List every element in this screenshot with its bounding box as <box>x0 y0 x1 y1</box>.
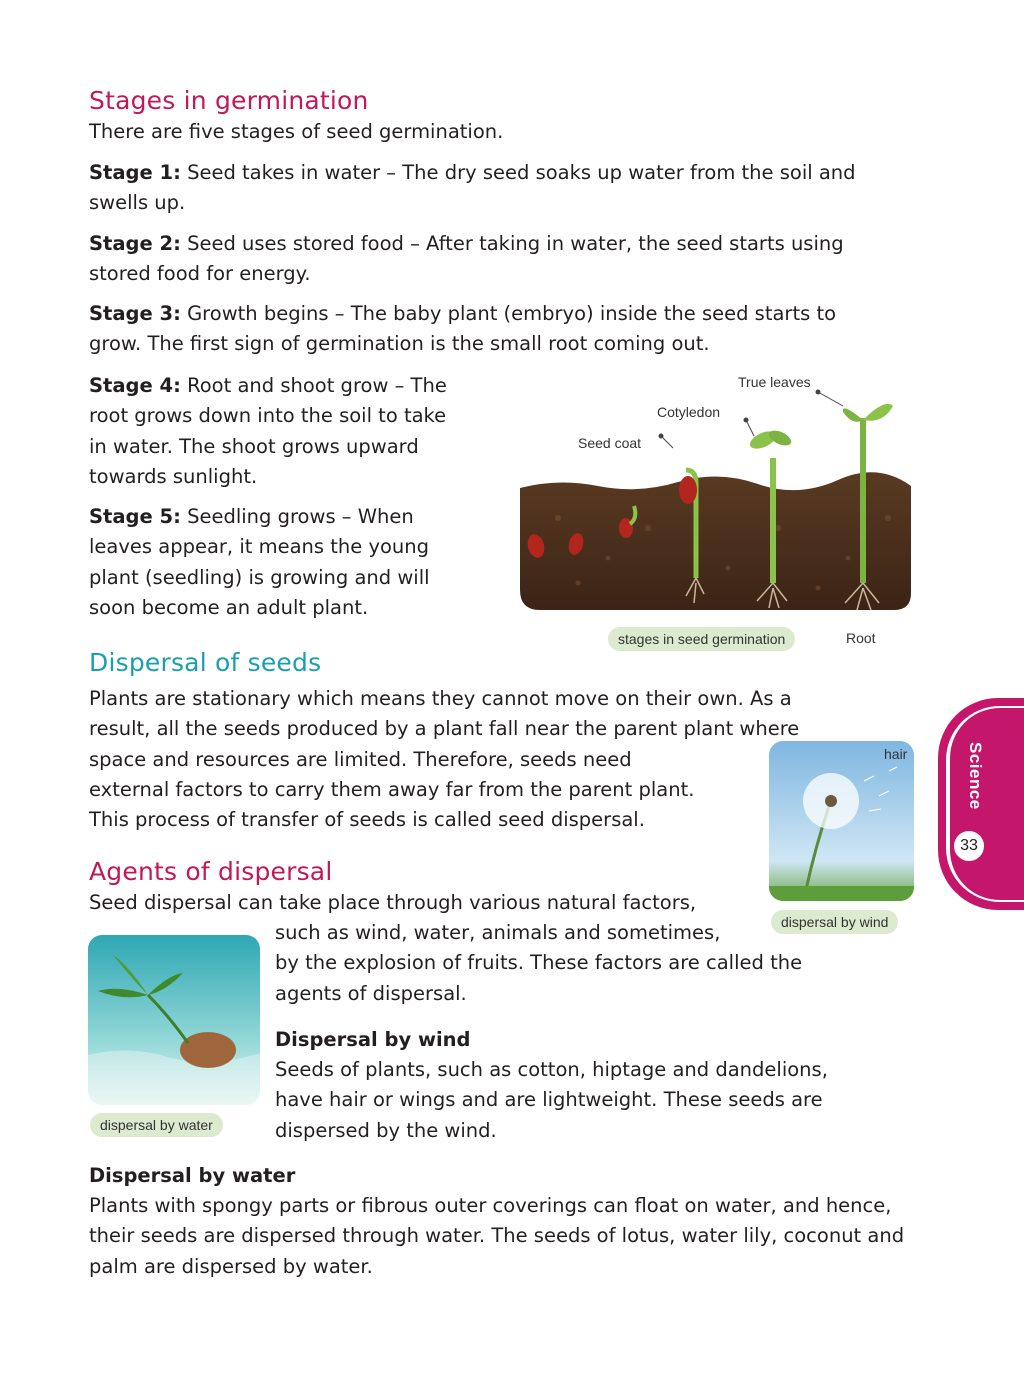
section-heading-agents: Agents of dispersal <box>89 857 333 886</box>
stage-label: Stage 3: <box>89 302 181 325</box>
page-number: 33 <box>952 829 986 863</box>
label-cotyledon: Cotyledon <box>657 404 721 420</box>
section-heading-dispersal: Dispersal of seeds <box>89 648 322 677</box>
agents-line-1: Seed dispersal can take place through various natural factors, <box>89 891 697 914</box>
subheading-water: Dispersal by water <box>89 1164 296 1187</box>
coconut-illustration <box>88 935 260 1105</box>
caption-germination: stages in seed germination <box>608 627 795 651</box>
stage-2: Stage 2: Seed uses stored food – After taking in water, the seed starts using stored food for energy. <box>89 232 844 286</box>
stage-label: Stage 1: <box>89 161 181 184</box>
wind-paragraph: Seeds of plants, such as cotton, hiptage and dandelions, have hair or wings and are lightweight. These seeds are dispersed by the wind. <box>275 1058 828 1142</box>
stage-4: Stage 4: Root and shoot grow – The root grows down into the soil to take in water. The shoot grows upward towards sunlight. <box>89 374 447 488</box>
label-hair: hair <box>884 746 908 762</box>
stage-3: Stage 3: Growth begins – The baby plant (embryo) inside the seed starts to grow. The first sign of germination is the small root coming out. <box>89 302 837 356</box>
agents-paragraph: such as wind, water, animals and sometimes, by the explosion of fruits. These factors are called the agents of dispersal. <box>275 921 803 1005</box>
stage-5: Stage 5: Seedling grows – When leaves appear, it means the young plant (seedling) is growing and will soon become an adult plant. <box>89 505 430 619</box>
caption-wind: dispersal by wind <box>771 910 898 934</box>
section-heading-germination: Stages in germination <box>89 86 369 115</box>
stage-label: Stage 4: <box>89 374 181 397</box>
stage-label: Stage 5: <box>89 505 181 528</box>
label-true-leaves: True leaves <box>738 374 811 390</box>
dispersal-paragraph: Plants are stationary which means they cannot move on their own. As a result, all the seeds produced by a plant fall near the parent plant where space and resources are limited. Therefore, seeds need external factors to carry them away far from the parent plant. This process of transfer of seeds is called seed dispersal. <box>89 687 800 832</box>
stage-1: Stage 1: Seed takes in water – The dry seed soaks up water from the soil and swells up. <box>89 161 856 215</box>
germination-intro: There are five stages of seed germination. <box>89 120 504 143</box>
water-figure <box>88 935 260 1105</box>
label-seed-coat: Seed coat <box>578 435 642 451</box>
water-paragraph: Plants with spongy parts or fibrous outer coverings can float on water, and hence, their seeds are dispersed through water. The seeds of lotus, water lily, coconut and palm are dispersed by water. <box>89 1194 905 1278</box>
subheading-wind: Dispersal by wind <box>275 1028 471 1051</box>
caption-water: dispersal by water <box>90 1113 223 1137</box>
label-root: Root <box>846 630 876 646</box>
dandelion-illustration <box>769 741 914 901</box>
wind-figure <box>769 741 914 901</box>
stage-label: Stage 2: <box>89 232 181 255</box>
subject-label: Science <box>966 742 985 810</box>
